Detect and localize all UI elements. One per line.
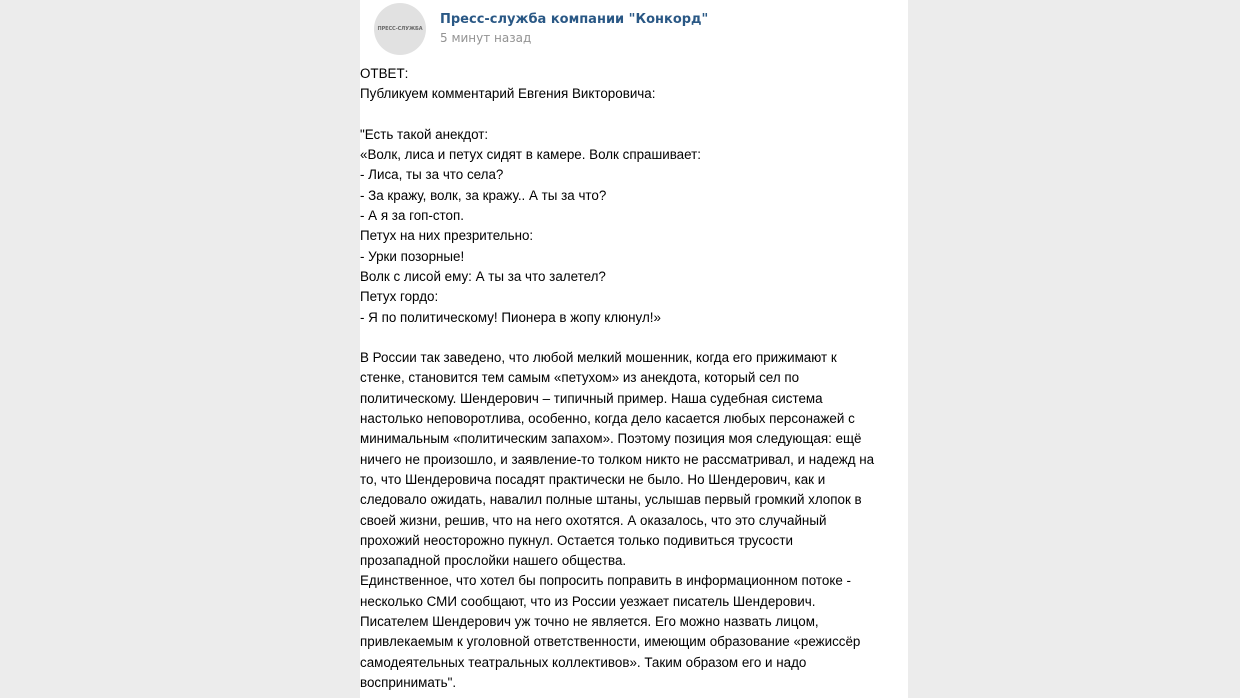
post-text-line: ОТВЕТ:	[360, 66, 409, 81]
post-text-line: - А я за гоп-стоп.	[360, 208, 464, 224]
post-text-blank-line	[360, 328, 908, 348]
avatar-logo-text: ПРЕСС-СЛУЖБА	[377, 26, 423, 32]
post-text-line: Писателем Шендерович уж точно не является. Его можно назвать лицом,	[360, 614, 819, 630]
post-text-line: "Есть такой анекдот:	[360, 126, 489, 142]
post-text-line: самодеятельных театральных коллективов». Таким образом его и надо	[360, 654, 807, 670]
post-text-line: - Я по политическому! Пионера в жопу клюнул!»	[360, 309, 661, 325]
post-text-line: привлекаемым к уголовной ответственности, имеющим образование «режиссёр	[360, 634, 861, 650]
post-text-line: В России так заведено, что любой мелкий мошенник, когда его прижимают к	[360, 350, 837, 366]
post-text-line: прозападной прослойки нашего общества.	[360, 553, 627, 569]
post-text-line: - Урки позорные!	[360, 248, 465, 264]
post-text-line: - За кражу, волк, за кражу.. А ты за что?	[360, 187, 607, 203]
post-text-line: настолько неповоротлива, особенно, когда дело касается любых персонажей с	[360, 411, 855, 427]
post-text-line: ничего не произошло, и заявление-то толком никто не рассматривал, и надежд на	[360, 451, 875, 467]
post-text-line: - Лиса, ты за что села?	[360, 167, 504, 183]
post-text-line: своей жизни, решив, что на него охотятся. А оказалось, что это случайный	[360, 512, 827, 528]
post-text	[360, 64, 908, 693]
post-text-line: воспринимать".	[360, 674, 457, 690]
post-text-line: Волк с лисой ему: А ты за что залетел?	[360, 268, 606, 284]
post-text-line: Петух на них презрительно:	[360, 228, 534, 244]
post-author-link[interactable]: Пресс-служба компании "Конкорд"	[440, 12, 709, 27]
post-text-line: Петух гордо:	[360, 289, 439, 305]
post-text-line: несколько СМИ сообщают, что из России уезжает писатель Шендерович.	[360, 593, 816, 609]
post-text-line: минимальным «политическим запахом». Поэтому позиция моя следующая: ещё	[360, 431, 862, 447]
post-header	[360, 0, 908, 64]
post-text-line: прохожий неосторожно пукнул. Остается только подивиться трусости	[360, 532, 793, 548]
post-text-line: Публикуем комментарий Евгения Викторовича:	[360, 86, 656, 102]
post-text-line: Единственное, что хотел бы попросить поправить в информационном потоке -	[360, 573, 851, 589]
post-text-line: стенке, становится тем самым «петухом» из анекдота, который сел по	[360, 370, 800, 386]
post-card	[360, 0, 908, 698]
post-text-blank-line	[360, 105, 908, 125]
post-text-line: то, что Шендеровича посадят практически не было. Но Шендерович, как и	[360, 471, 826, 487]
post-time-link[interactable]: 5 минут назад	[440, 31, 532, 45]
post-text-line: следовало ожидать, навалил полные штаны, услышав первый громкий хлопок в	[360, 492, 862, 508]
post-text-line: политическому. Шендерович – типичный пример. Наша судебная система	[360, 390, 823, 406]
avatar[interactable]	[374, 3, 426, 55]
post-text-line: «Волк, лиса и петух сидят в камере. Волк спрашивает:	[360, 147, 701, 163]
